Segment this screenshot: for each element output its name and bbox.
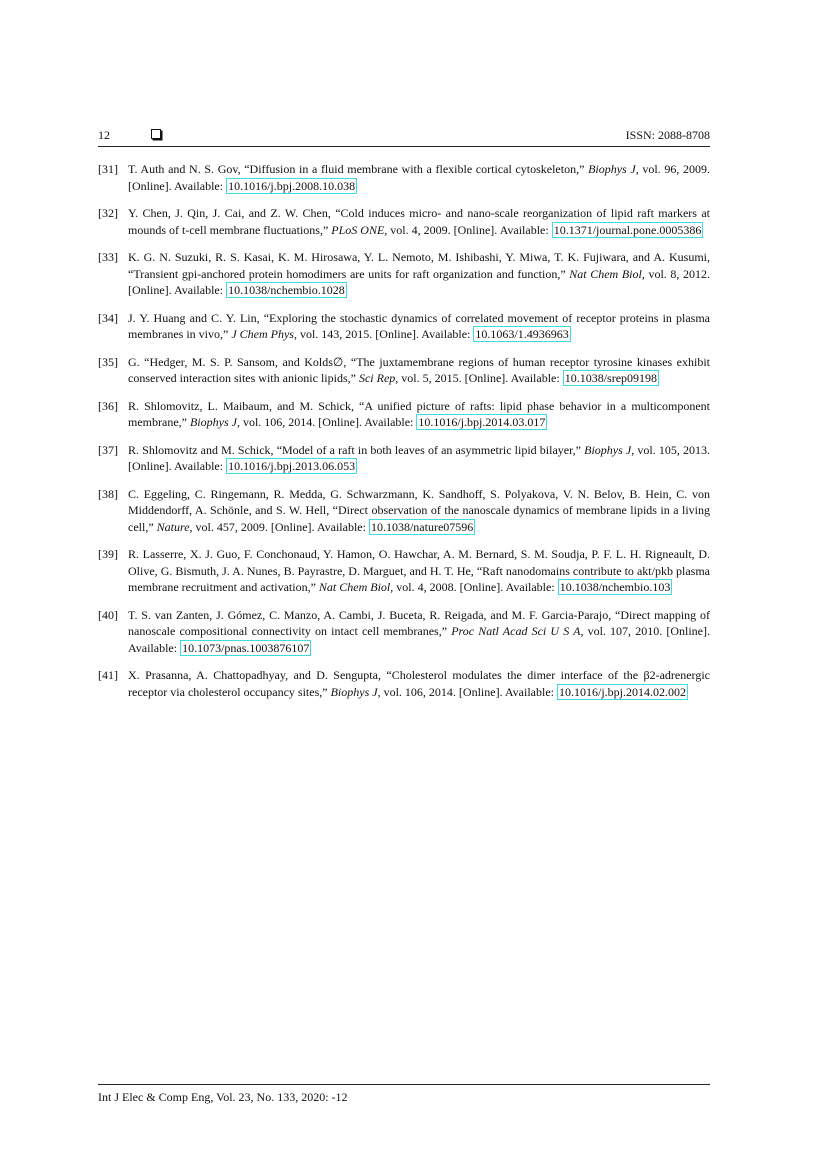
reference-details: , vol. 8, 2012. [Online]. Available: [128, 266, 710, 297]
reference-venue: J Chem Phys [231, 327, 294, 341]
reference-text: R. Lasserre, X. J. Guo, F. Conchonaud, Y. Hamon, O. Hawchar, A. M. Bernard, S. M. Soudja, P. F. L. H. Rigneault, D. Olive, G. Bismuth, J. A. Nunes, B. Payrastre, D. Marguet, and H. T. He, “Raft nanodomains contribute to akt/pkb plasma membrane recruitment and activation,” [128, 547, 710, 594]
reference-details: , vol. 5, 2015. [Online]. Available: [395, 371, 563, 385]
page-header [98, 126, 710, 147]
reference-item [98, 161, 710, 194]
reference-venue: Biophys J [189, 415, 237, 429]
reference-number: [35] [98, 354, 118, 369]
doi-link[interactable]: 10.1038/nchembio.103 [559, 580, 671, 594]
reference-text: C. Eggeling, C. Ringemann, R. Medda, G. Schwarzmann, K. Sandhoff, S. Polyakova, V. N. Belov, B. Hein, C. von Middendorff, A. Schönle, and S. W. Hell, “Direct observation of the nanoscale dynamics of membrane lipids in a living cell,” [128, 486, 710, 534]
square-icon [151, 129, 161, 139]
reference-venue: Nat Chem Biol [318, 580, 391, 594]
reference-number: [40] [98, 607, 118, 622]
reference-text: K. G. N. Suzuki, R. S. Kasai, K. M. Hirosawa, Y. L. Nemoto, M. Ishibashi, Y. Miwa, T. K. Fujiwara, and A. Kusumi, “Transient gpi-anchored protein homodimers are units for raft organization and function,” [128, 250, 710, 281]
reference-item [98, 310, 710, 343]
reference-list [98, 161, 710, 711]
reference-number: [33] [98, 250, 118, 264]
doi-link[interactable]: 10.1038/nature07596 [370, 519, 474, 534]
reference-item [98, 398, 710, 431]
reference-details: , vol. 457, 2009. [Online]. Available: [189, 519, 369, 534]
footer-citation: Int J Elec & Comp Eng, Vol. 23, No. 133, 2020: -12 [98, 1090, 348, 1104]
doi-link[interactable]: 10.1016/j.bpj.2008.10.038 [228, 178, 356, 193]
reference-details: , vol. 105, 2013. [Online]. Available: [128, 442, 710, 473]
reference-venue: Biophys J [330, 684, 378, 699]
reference-number: [39] [98, 547, 118, 561]
reference-details: , vol. 107, 2010. [Online]. Available: [128, 624, 710, 655]
reference-details: , vol. 143, 2015. [Online]. Available: [293, 327, 474, 341]
reference-text: Y. Chen, J. Qin, J. Cai, and Z. W. Chen, “Cold induces micro- and nano-scale reorganization of lipid raft markers at mounds of t-cell membrane fluctuations,” [128, 206, 710, 237]
reference-text: R. Shlomovitz and M. Schick, “Model of a raft in both leaves of an asymmetric lipid bilayer,” [128, 442, 585, 457]
reference-details: , vol. 106, 2014. [Online]. Available: [236, 415, 417, 429]
reference-item [98, 205, 710, 238]
doi-link[interactable]: 10.1038/nchembio.1028 [228, 283, 345, 297]
reference-number: [38] [98, 486, 118, 501]
reference-text: J. Y. Huang and C. Y. Lin, “Exploring the stochastic dynamics of correlated movement of receptor proteins in plasma membranes in vivo,” [128, 310, 710, 341]
doi-link[interactable]: 10.1063/1.4936963 [475, 327, 569, 341]
reference-venue: Biophys J [584, 442, 632, 457]
reference-item [98, 607, 710, 657]
issn: ISSN: 2088-8708 [625, 128, 710, 142]
reference-text: G. “Hedger, M. S. P. Sansom, and Kolds∅, “The juxtamembrane regions of human receptor tyrosine kinases exhibit conserved interaction sites with anionic lipids,” [128, 354, 710, 385]
reference-number: [41] [98, 668, 118, 682]
reference-venue: PLoS ONE [331, 222, 385, 237]
reference-venue: Sci Rep [358, 371, 396, 385]
reference-details: , vol. 106, 2014. [Online]. Available: [377, 684, 557, 699]
reference-item [98, 249, 710, 299]
reference-details: , vol. 4, 2008. [Online]. Available: [390, 580, 558, 594]
reference-item [98, 442, 710, 475]
reference-item [98, 354, 710, 387]
reference-text: X. Prasanna, A. Chattopadhyay, and D. Sengupta, “Cholesterol modulates the dimer interface of the β2-adrenergic receptor via cholesterol occupancy sites,” [128, 668, 710, 699]
reference-number: [34] [98, 310, 118, 325]
reference-item [98, 667, 710, 700]
doi-link[interactable]: 10.1016/j.bpj.2014.02.002 [559, 684, 687, 699]
reference-number: [32] [98, 206, 118, 220]
reference-item [98, 486, 710, 536]
reference-details: , vol. 96, 2009. [Online]. Available: [128, 162, 710, 193]
reference-venue: Nature [156, 519, 190, 534]
doi-link[interactable]: 10.1073/pnas.1003876107 [182, 640, 310, 655]
reference-details: , vol. 4, 2009. [Online]. Available: [384, 222, 552, 237]
doi-link[interactable]: 10.1016/j.bpj.2014.03.017 [418, 415, 546, 429]
reference-text: T. Auth and N. S. Gov, “Diffusion in a fluid membrane with a flexible cortical cytoskeleton,” [128, 162, 589, 176]
doi-link[interactable]: 10.1016/j.bpj.2013.06.053 [228, 459, 356, 473]
doi-link[interactable]: 10.1371/journal.pone.0005386 [553, 222, 702, 237]
reference-item [98, 546, 710, 596]
reference-number: [37] [98, 442, 118, 457]
reference-venue: Nat Chem Biol [569, 266, 642, 281]
reference-text: T. S. van Zanten, J. Gómez, C. Manzo, A. Cambi, J. Buceta, R. Reigada, and M. F. Garcia-Parajo, “Direct mapping of nanoscale compositional connectivity on intact cell membranes,” [128, 607, 710, 638]
page-number: 12 [98, 128, 110, 142]
doi-link[interactable]: 10.1038/srep09198 [564, 371, 658, 385]
reference-venue: Proc Natl Acad Sci U S A [451, 624, 581, 638]
reference-number: [36] [98, 398, 118, 413]
reference-text: R. Shlomovitz, L. Maibaum, and M. Schick, “A unified picture of rafts: lipid phase behavior in a multicomponent membrane,” [128, 398, 710, 429]
page-footer [98, 1084, 710, 1105]
reference-venue: Biophys J [588, 162, 636, 176]
reference-number: [31] [98, 162, 118, 176]
